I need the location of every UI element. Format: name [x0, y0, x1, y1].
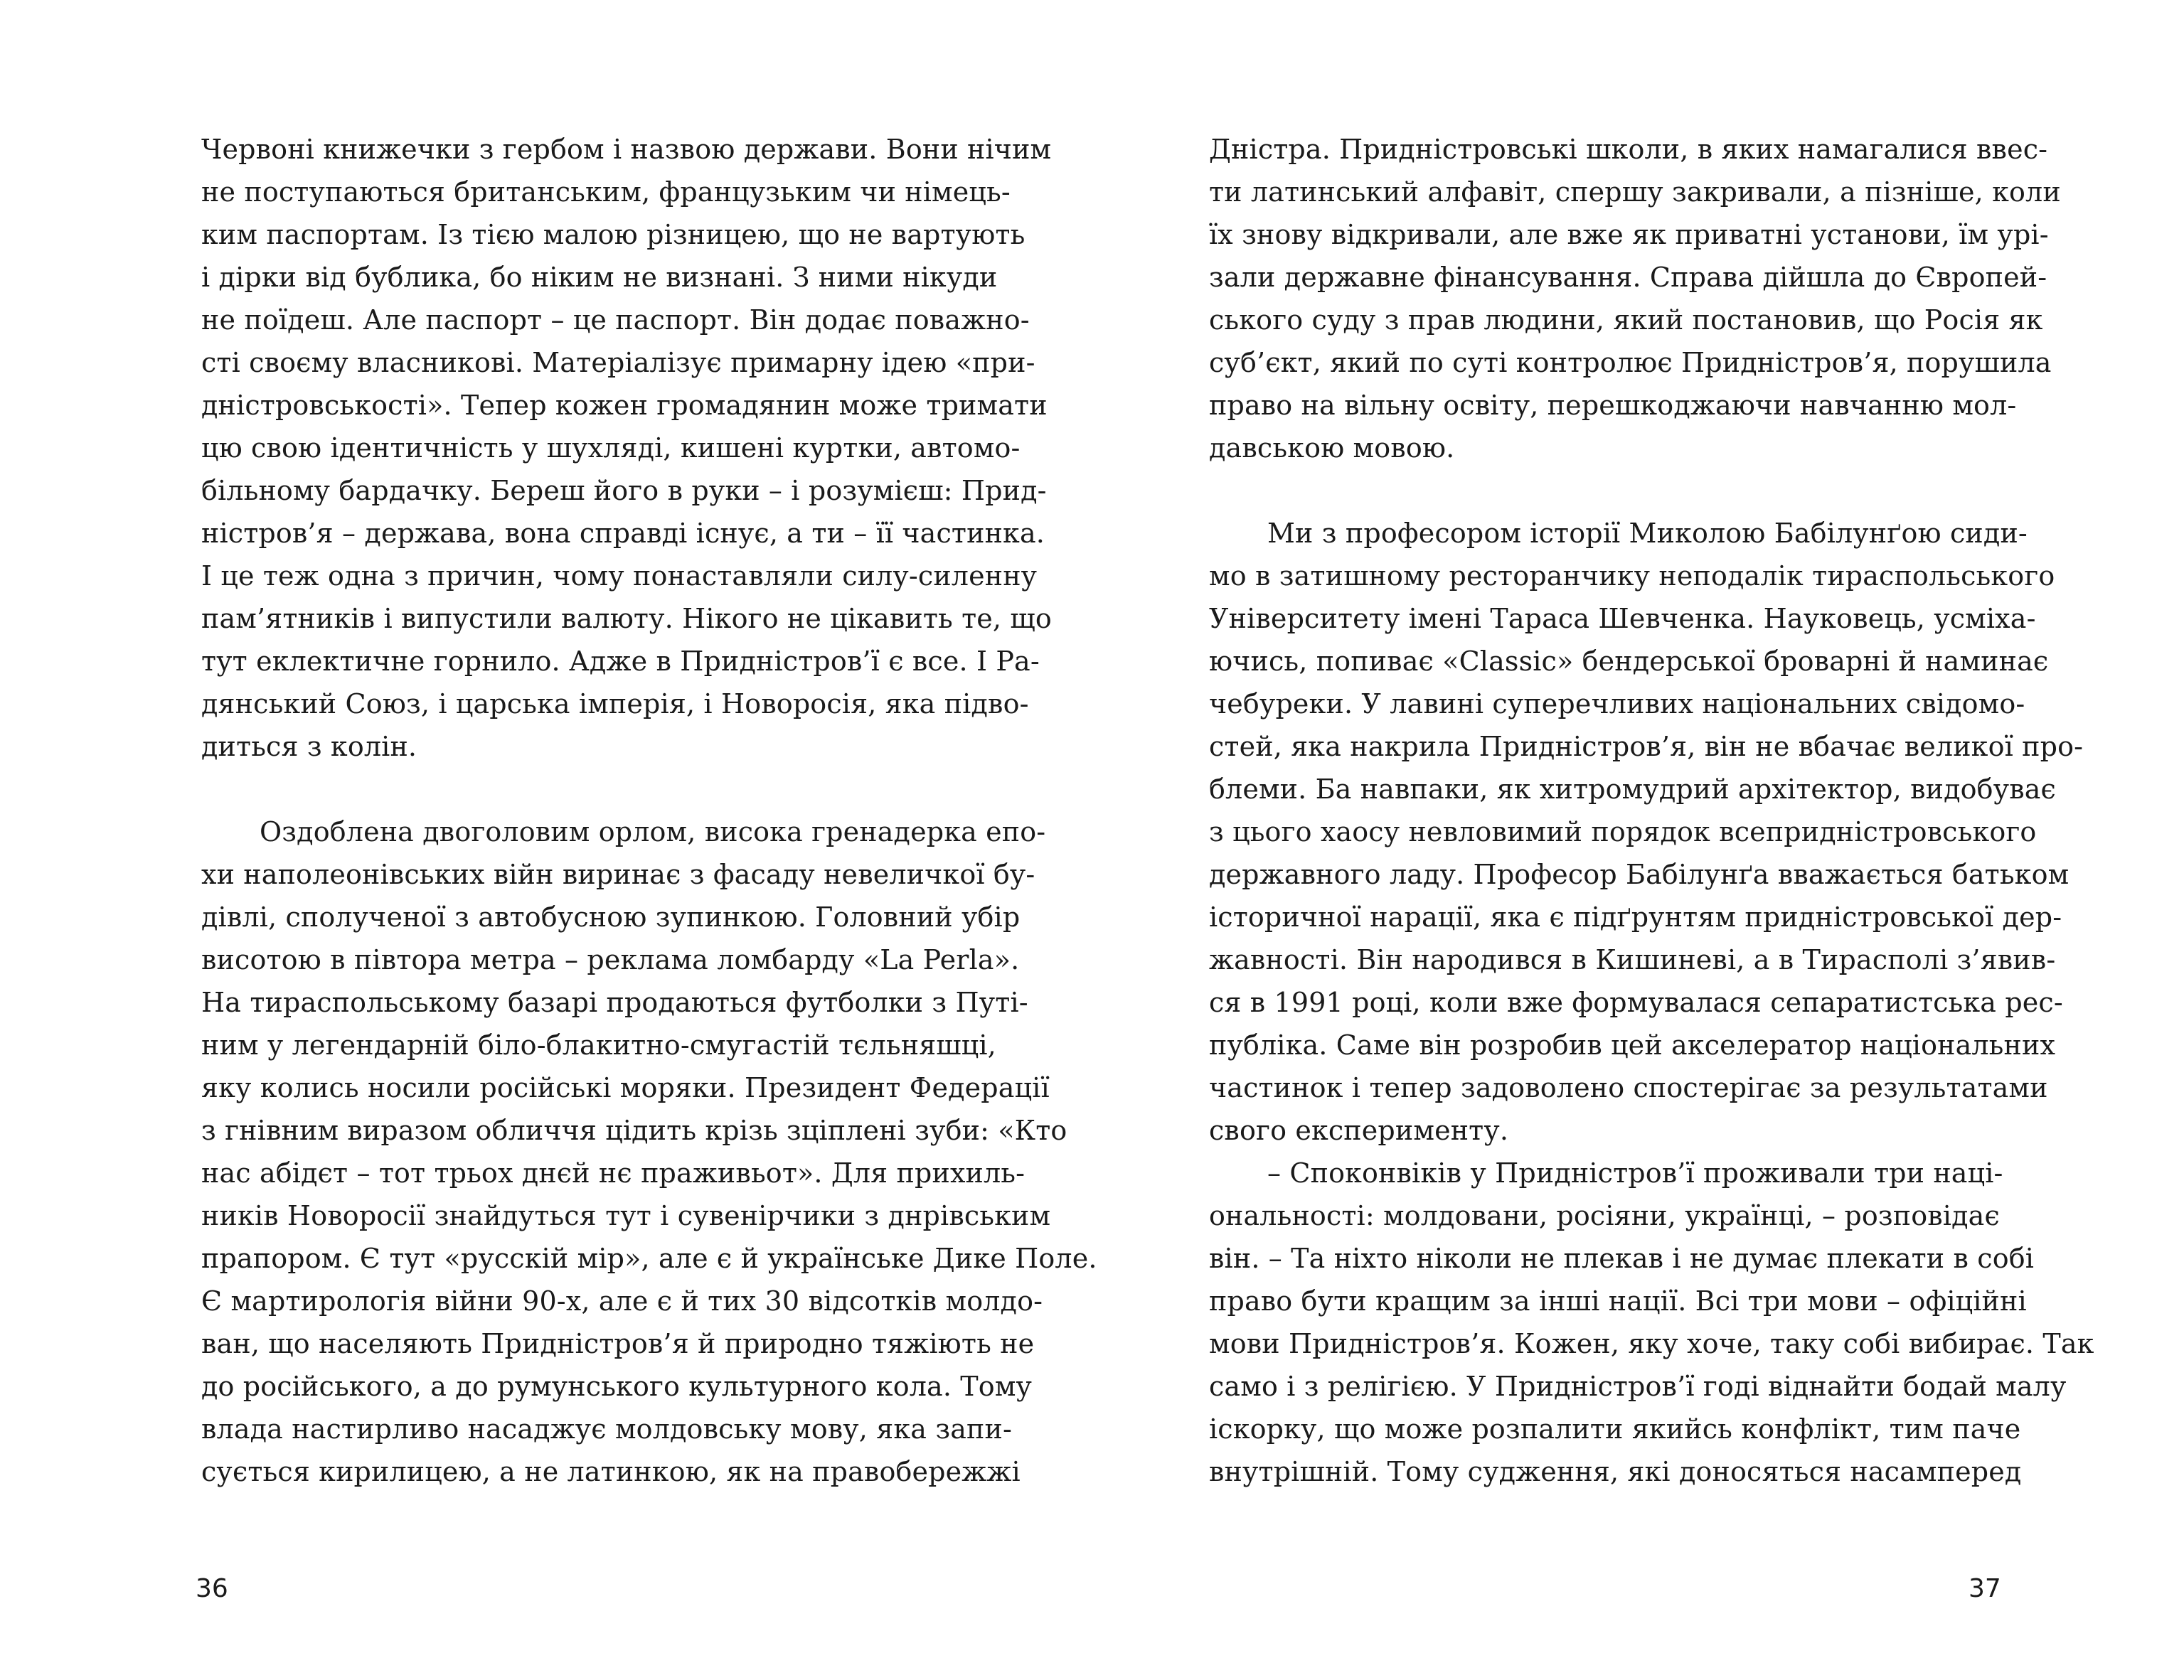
text-line: історичної нарації, яка є підґрунтям придністровської дер- — [1209, 901, 2062, 933]
text-line: дністровськості». Тепер кожен громадянин може тримати — [201, 390, 1048, 421]
text-line: з гнівним виразом обличчя цідить крізь зціплені зуби: «Кто — [201, 1115, 1067, 1146]
text-line: ти латинський алфавіт, спершу закривали, а пізніше, коли — [1209, 176, 2061, 208]
text-line: не поїдеш. Але паспорт – це паспорт. Він додає поважно- — [201, 304, 1030, 336]
text-line: сується кирилицею, а не латинкою, як на правобережжі — [201, 1456, 1021, 1487]
text-line: І це теж одна з причин, чому понаставляли силу-силенну — [201, 560, 1038, 592]
text-line: мови Придністров’я. Кожен, яку хоче, таку собі вибирає. Так — [1209, 1328, 2094, 1359]
text-line: Оздоблена двоголовим орлом, висока гренадерка епо- — [260, 816, 1046, 847]
text-line: диться з колін. — [201, 731, 417, 762]
text-line: Університету імені Тараса Шевченка. Науковець, усміха- — [1209, 603, 2036, 634]
text-line: прапором. Є тут «русскій мір», але є й українське Дике Поле. — [201, 1243, 1097, 1274]
text-line: хи наполеонівських війн виринає з фасаду невеличкої бу- — [201, 859, 1035, 890]
paragraph-gap — [1209, 469, 1984, 512]
text-line: нас абідєт – тот трьох днєй нє праживьот». Для прихиль- — [201, 1157, 1026, 1189]
text-line: право бути кращим за інші нації. Всі три мови – офіційні — [1209, 1285, 2027, 1317]
text-line: з цього хаосу невловимий порядок всепридністровського — [1209, 816, 2037, 847]
paragraph-gap — [201, 768, 976, 810]
text-line: ким паспортам. Із тією малою різницею, що не вартують — [201, 219, 1026, 250]
text-line: ників Новоросії знайдуться тут і сувенірчики з днрівським — [201, 1200, 1051, 1231]
left-paragraph-2 — [201, 810, 1097, 1493]
text-line: ним у легендарній біло-блакитно-смугастій тєльняшці, — [201, 1029, 996, 1061]
left-page — [201, 128, 1097, 1493]
text-line: блеми. Ба навпаки, як хитромудрий архітектор, видобуває — [1209, 774, 2056, 805]
text-line: чебуреки. У лавині суперечливих національних свідомо- — [1209, 688, 2025, 719]
text-line: Дністра. Придністровські школи, в яких намагалися ввес- — [1209, 134, 2048, 165]
text-line: само і з релігією. У Придністров’ї годі віднайти бодай малу — [1209, 1371, 2067, 1402]
text-line: мо в затишному ресторанчику неподалік тираспольського — [1209, 560, 2055, 592]
text-line: ван, що населяють Придністров’я й природно тяжіють не — [201, 1328, 1035, 1359]
text-line: тут еклектичне горнило. Адже в Придністров’ї є все. І Ра- — [201, 646, 1040, 677]
page-number-right: 37 — [1969, 1574, 2001, 1603]
text-line: яку колись носили російські моряки. Президент Федерації — [201, 1072, 1050, 1103]
text-line: державного ладу. Професор Бабілунґа вважається батьком — [1209, 859, 2070, 890]
text-line: – Споконвіків у Придністров’ї проживали три наці- — [1267, 1157, 2003, 1189]
text-line: свого експерименту. — [1209, 1115, 1509, 1146]
text-line: влада настирливо насаджує молдовську мову, яка запи- — [201, 1413, 1012, 1445]
text-line: і дірки від бублика, бо ніким не визнані. З ними нікуди — [201, 262, 998, 293]
text-line: дянський Союз, і царська імперія, і Новоросія, яка підво- — [201, 688, 1029, 719]
text-line: більному бардачку. Береш його в руки – і розумієш: Прид- — [201, 475, 1047, 506]
text-line: дівлі, сполученої з автобусною зупинкою. Головний убір — [201, 901, 1021, 933]
text-line: право на вільну освіту, перешкоджаючи навчанню мол- — [1209, 390, 2017, 421]
text-line: суб’єкт, який по суті контролює Придністров’я, порушила — [1209, 347, 2052, 378]
text-line: частинок і тепер задоволено спостерігає за результатами — [1209, 1072, 2048, 1103]
text-line: їх знову відкривали, але вже як приватні установи, їм урі- — [1209, 219, 2049, 250]
text-line: Є мартирологія війни 90-х, але є й тих 30 відсотків молдо- — [201, 1285, 1043, 1317]
right-paragraph-2 — [1209, 512, 2084, 1152]
text-line: пам’ятників і випустили валюту. Нікого не цікавить те, що — [201, 603, 1052, 634]
text-line: ністров’я – держава, вона справді існує, а ти – її частинка. — [201, 518, 1045, 549]
text-line: внутрішній. Тому судження, які доносяться насамперед — [1209, 1456, 2022, 1487]
text-line: Червоні книжечки з гербом і назвою держави. Вони нічим — [201, 134, 1052, 165]
text-line: іскорку, що може розпалити якийсь конфлікт, тим паче — [1209, 1413, 2021, 1445]
text-line: до російського, а до румунського культурного кола. Тому — [201, 1371, 1033, 1402]
text-line: Ми з професором історії Миколою Бабілунґою сиди- — [1267, 518, 2028, 549]
text-line: ючись, попиває «Classic» бендерської броварні й наминає — [1209, 646, 2049, 677]
text-line: він. – Та ніхто ніколи не плекав і не думає плекати в собі — [1209, 1243, 2035, 1274]
text-line: ського суду з прав людини, який постановив, що Росія як — [1209, 304, 2043, 336]
text-line: На тираспольському базарі продаються футболки з Путі- — [201, 987, 1028, 1018]
left-paragraph-1 — [201, 128, 1052, 768]
page-number-left: 36 — [196, 1574, 228, 1603]
right-paragraph-3 — [1209, 1152, 2094, 1493]
right-page — [1209, 128, 2094, 1493]
text-line: стей, яка накрила Придністров’я, він не вбачає великої про- — [1209, 731, 2084, 762]
text-line: ся в 1991 році, коли вже формувалася сепаратистська рес- — [1209, 987, 2063, 1018]
text-line: ональності: молдовани, росіяни, українці, – розповідає — [1209, 1200, 2000, 1231]
text-line: давською мовою. — [1209, 432, 1455, 464]
text-line: цю свою ідентичність у шухляді, кишені куртки, автомо- — [201, 432, 1021, 464]
text-line: публіка. Саме він розробив цей акселератор національних — [1209, 1029, 2056, 1061]
text-line: сті своєму власникові. Матеріалізує примарну ідею «при- — [201, 347, 1035, 378]
text-line: висотою в півтора метра – реклама ломбарду «La Perla». — [201, 944, 1020, 975]
text-line: не поступаються британським, французьким чи німець- — [201, 176, 1011, 208]
text-line: зали державне фінансування. Справа дійшла до Європей- — [1209, 262, 2047, 293]
right-paragraph-1 — [1209, 128, 2061, 469]
text-line: жавності. Він народився в Кишиневі, а в Тирасполі з’явив- — [1209, 944, 2056, 975]
